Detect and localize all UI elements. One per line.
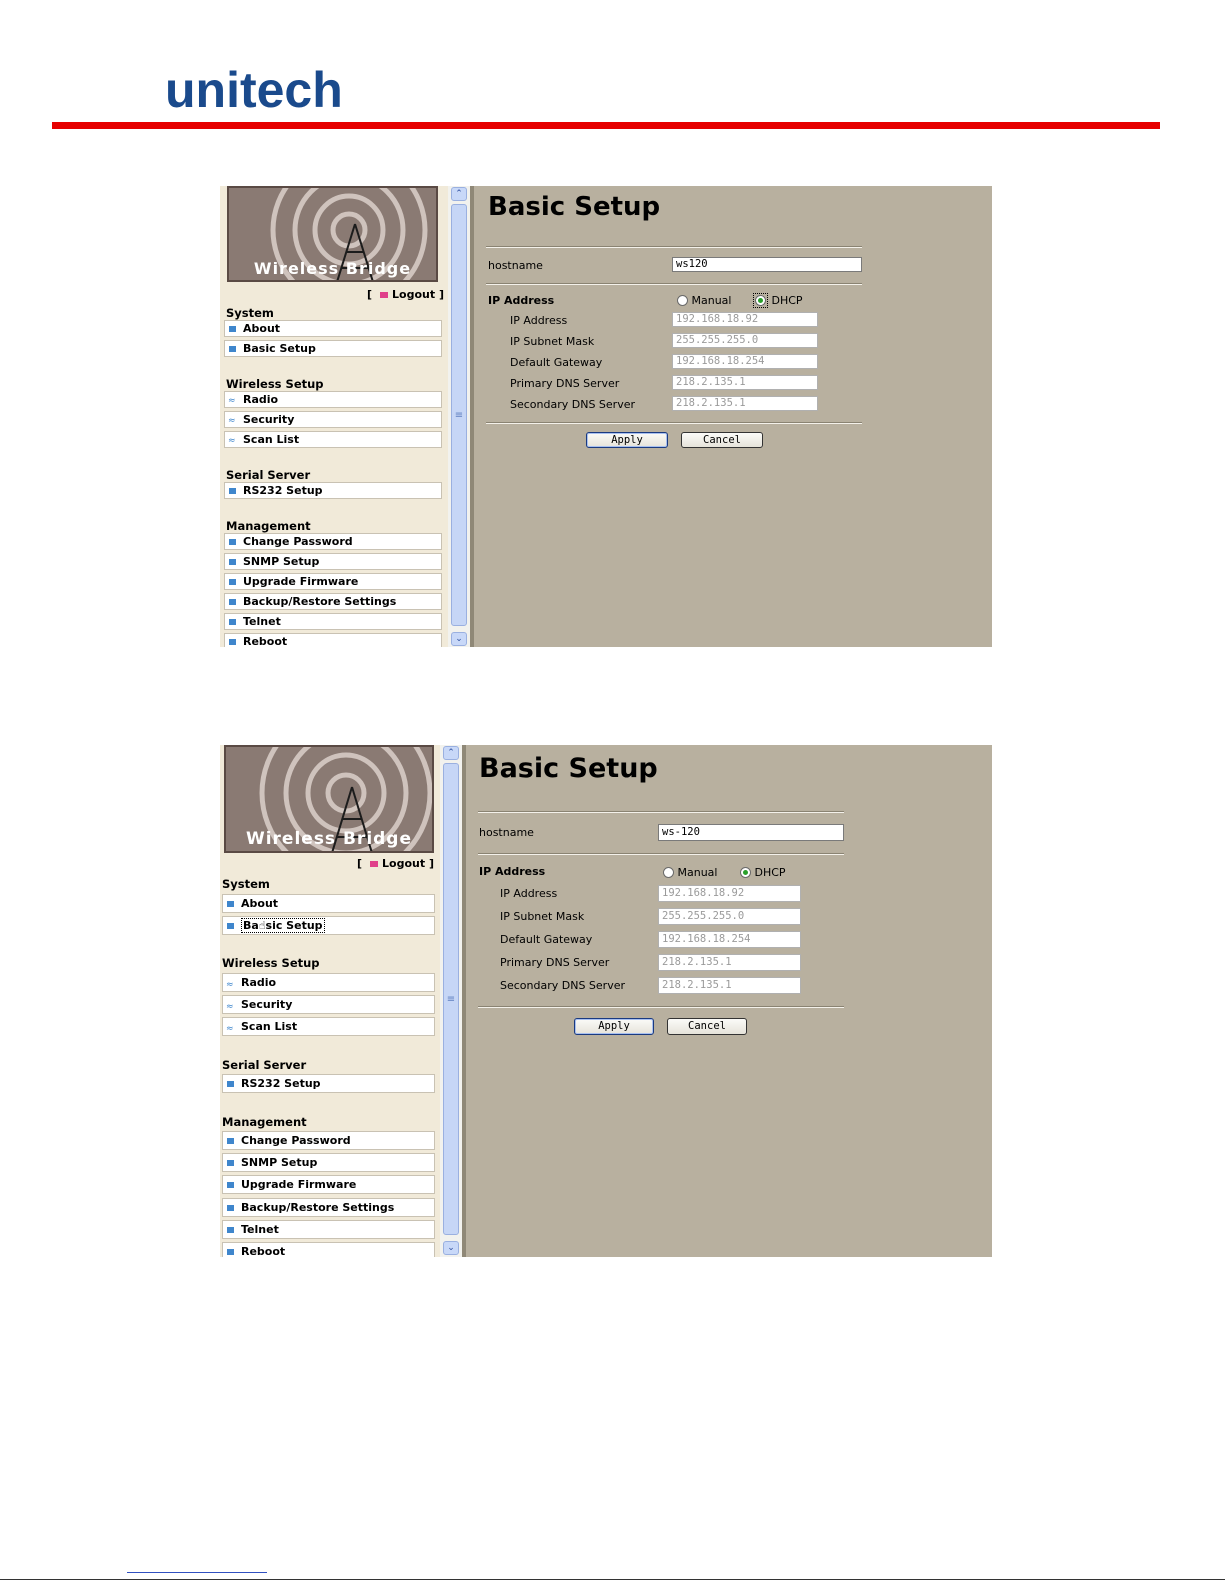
divider-line <box>486 422 862 424</box>
secondary-dns-input[interactable]: 218.2.135.1 <box>672 396 818 411</box>
square-bullet-icon <box>229 579 236 585</box>
sidebar-item-about[interactable]: About <box>222 894 435 913</box>
scroll-thumb[interactable]: ≡ <box>443 763 459 1235</box>
wireless-signal-icon: ≈ <box>226 1002 234 1012</box>
apply-button[interactable]: Apply <box>586 432 668 448</box>
sidebar-item-security[interactable]: ≈ Security <box>224 411 442 428</box>
default-gateway-label: Default Gateway <box>500 933 593 946</box>
sidebar-item-upgrade-firmware[interactable]: Upgrade Firmware <box>224 573 442 590</box>
square-bullet-icon <box>229 639 236 645</box>
footer-rule <box>0 1579 1225 1580</box>
square-bullet-icon <box>229 346 236 352</box>
sidebar-item-backup-restore[interactable]: Backup/Restore Settings <box>224 593 442 610</box>
sidebar-item-about[interactable]: About <box>224 320 442 337</box>
square-bullet-icon <box>227 1182 234 1188</box>
group-wireless-setup: Wireless Setup <box>226 377 324 391</box>
group-system: System <box>226 306 274 320</box>
logout-link[interactable]: [ Logout ] <box>357 857 434 870</box>
page-title: Basic Setup <box>479 753 658 784</box>
sidebar-item-change-password[interactable]: Change Password <box>224 533 442 550</box>
screenshot-1 <box>220 186 992 647</box>
subnet-mask-label: IP Subnet Mask <box>500 910 585 923</box>
hostname-input[interactable]: ws120 <box>672 257 862 272</box>
secondary-dns-input[interactable]: 218.2.135.1 <box>658 977 801 994</box>
primary-dns-label: Primary DNS Server <box>510 377 620 390</box>
sidebar-item-basic-setup[interactable]: Ba☝sic Setup <box>222 916 435 935</box>
logout-square-icon <box>370 861 378 867</box>
dhcp-radio[interactable]: DHCP <box>740 866 786 879</box>
square-bullet-icon <box>227 1160 234 1166</box>
banner-title: Wireless Bridge <box>245 829 413 849</box>
main-content <box>474 186 992 647</box>
wireless-signal-icon: ≈ <box>226 1024 234 1034</box>
square-bullet-icon <box>229 539 236 545</box>
square-bullet-icon <box>227 1138 234 1144</box>
subnet-mask-label: IP Subnet Mask <box>510 335 595 348</box>
group-system: System <box>222 877 270 891</box>
divider-line <box>486 283 862 285</box>
sidebar-item-security[interactable]: ≈ Security <box>222 995 435 1014</box>
scroll-up-icon[interactable]: ⌃ <box>443 746 459 760</box>
ip-address-section-label: IP Address <box>479 865 546 878</box>
sidebar-item-basic-setup[interactable]: Basic Setup <box>224 340 442 357</box>
sidebar-scrollbar[interactable] <box>440 745 462 1257</box>
sidebar-item-backup-restore[interactable]: Backup/Restore Settings <box>222 1198 435 1217</box>
sidebar <box>220 186 448 647</box>
hostname-label: hostname <box>479 826 534 839</box>
sidebar-item-rs232-setup[interactable]: RS232 Setup <box>222 1074 435 1093</box>
divider-line <box>486 246 862 248</box>
divider-line <box>478 811 844 813</box>
unitech-logo: unitech <box>165 62 343 118</box>
main-content <box>466 745 992 1257</box>
default-gateway-input[interactable]: 192.168.18.254 <box>658 931 801 948</box>
ip-address-label: IP Address <box>510 314 568 327</box>
group-serial-server: Serial Server <box>226 468 311 482</box>
ip-address-section-label: IP Address <box>488 294 555 307</box>
square-bullet-icon <box>227 901 234 907</box>
sidebar-item-reboot[interactable]: Reboot <box>224 633 442 647</box>
square-bullet-icon <box>227 1227 234 1233</box>
square-bullet-icon <box>229 326 236 332</box>
group-management: Management <box>226 519 311 533</box>
dhcp-radio[interactable]: DHCP <box>753 294 803 307</box>
scroll-up-icon[interactable]: ⌃ <box>451 187 467 201</box>
primary-dns-label: Primary DNS Server <box>500 956 610 969</box>
radio-unchecked-icon[interactable] <box>663 867 674 878</box>
square-bullet-icon <box>229 559 236 565</box>
scroll-down-icon[interactable]: ⌄ <box>443 1241 459 1255</box>
sidebar-item-snmp-setup[interactable]: SNMP Setup <box>224 553 442 570</box>
sidebar-item-radio[interactable]: ≈ Radio <box>224 391 442 408</box>
sidebar-item-scan-list[interactable]: ≈ Scan List <box>224 431 442 448</box>
wireless-signal-icon: ≈ <box>226 980 234 990</box>
wireless-bridge-banner <box>227 186 438 282</box>
hostname-label: hostname <box>488 259 543 272</box>
wireless-signal-icon: ≈ <box>228 416 236 426</box>
square-bullet-icon <box>229 599 236 605</box>
header-red-rule <box>52 122 1160 129</box>
default-gateway-input[interactable]: 192.168.18.254 <box>672 354 818 369</box>
wireless-bridge-banner <box>224 745 434 853</box>
group-management: Management <box>222 1115 307 1129</box>
hostname-input[interactable]: ws-120 <box>658 824 844 841</box>
sidebar-item-scan-list[interactable]: ≈ Scan List <box>222 1017 435 1036</box>
subnet-mask-input[interactable]: 255.255.255.0 <box>672 333 818 348</box>
sidebar-item-rs232-setup[interactable]: RS232 Setup <box>224 482 442 499</box>
square-bullet-icon <box>227 1205 234 1211</box>
ip-address-input[interactable]: 192.168.18.92 <box>658 885 801 902</box>
group-wireless-setup: Wireless Setup <box>222 956 320 970</box>
screenshot-2 <box>220 745 992 1257</box>
sidebar-item-radio[interactable]: ≈ Radio <box>222 973 435 992</box>
divider-line <box>478 1006 844 1008</box>
ip-address-label: IP Address <box>500 887 558 900</box>
cancel-button[interactable]: Cancel <box>667 1018 747 1035</box>
wireless-signal-icon: ≈ <box>228 396 236 406</box>
scroll-down-icon[interactable]: ⌄ <box>451 632 467 646</box>
page-title: Basic Setup <box>488 192 661 222</box>
secondary-dns-label: Secondary DNS Server <box>510 398 636 411</box>
manual-radio[interactable]: Manual <box>677 294 731 307</box>
hand-pointer-icon: ☝ <box>258 919 266 932</box>
sidebar-scrollbar[interactable] <box>448 186 470 647</box>
apply-button[interactable]: Apply <box>574 1018 654 1035</box>
square-bullet-icon <box>229 619 236 625</box>
square-bullet-icon <box>229 488 236 494</box>
group-serial-server: Serial Server <box>222 1058 307 1072</box>
scroll-thumb[interactable]: ≡ <box>451 204 467 626</box>
manual-radio[interactable]: Manual <box>663 866 717 879</box>
radio-checked-icon[interactable] <box>740 867 751 878</box>
primary-dns-input[interactable]: 218.2.135.1 <box>672 375 818 390</box>
square-bullet-icon <box>227 1249 234 1255</box>
sidebar-item-reboot[interactable]: Reboot <box>222 1242 435 1257</box>
sidebar-item-upgrade-firmware[interactable]: Upgrade Firmware <box>222 1175 435 1194</box>
sidebar-item-telnet[interactable]: Telnet <box>224 613 442 630</box>
radio-unchecked-icon[interactable] <box>677 295 688 306</box>
sidebar-item-telnet[interactable]: Telnet <box>222 1220 435 1239</box>
ip-address-input[interactable]: 192.168.18.92 <box>672 312 818 327</box>
subnet-mask-input[interactable]: 255.255.255.0 <box>658 908 801 925</box>
secondary-dns-label: Secondary DNS Server <box>500 979 626 992</box>
wireless-signal-icon: ≈ <box>228 436 236 446</box>
radio-checked-icon[interactable] <box>755 295 766 306</box>
divider-line <box>478 853 844 855</box>
sidebar <box>220 745 440 1257</box>
sidebar-item-change-password[interactable]: Change Password <box>222 1131 435 1150</box>
primary-dns-input[interactable]: 218.2.135.1 <box>658 954 801 971</box>
footer-link-underline <box>127 1572 267 1573</box>
logout-square-icon <box>380 292 388 298</box>
banner-title: Wireless Bridge <box>253 259 412 278</box>
square-bullet-icon <box>227 923 234 929</box>
logout-link[interactable]: [ Logout ] <box>367 288 444 301</box>
default-gateway-label: Default Gateway <box>510 356 603 369</box>
sidebar-item-snmp-setup[interactable]: SNMP Setup <box>222 1153 435 1172</box>
cancel-button[interactable]: Cancel <box>681 432 763 448</box>
square-bullet-icon <box>227 1081 234 1087</box>
